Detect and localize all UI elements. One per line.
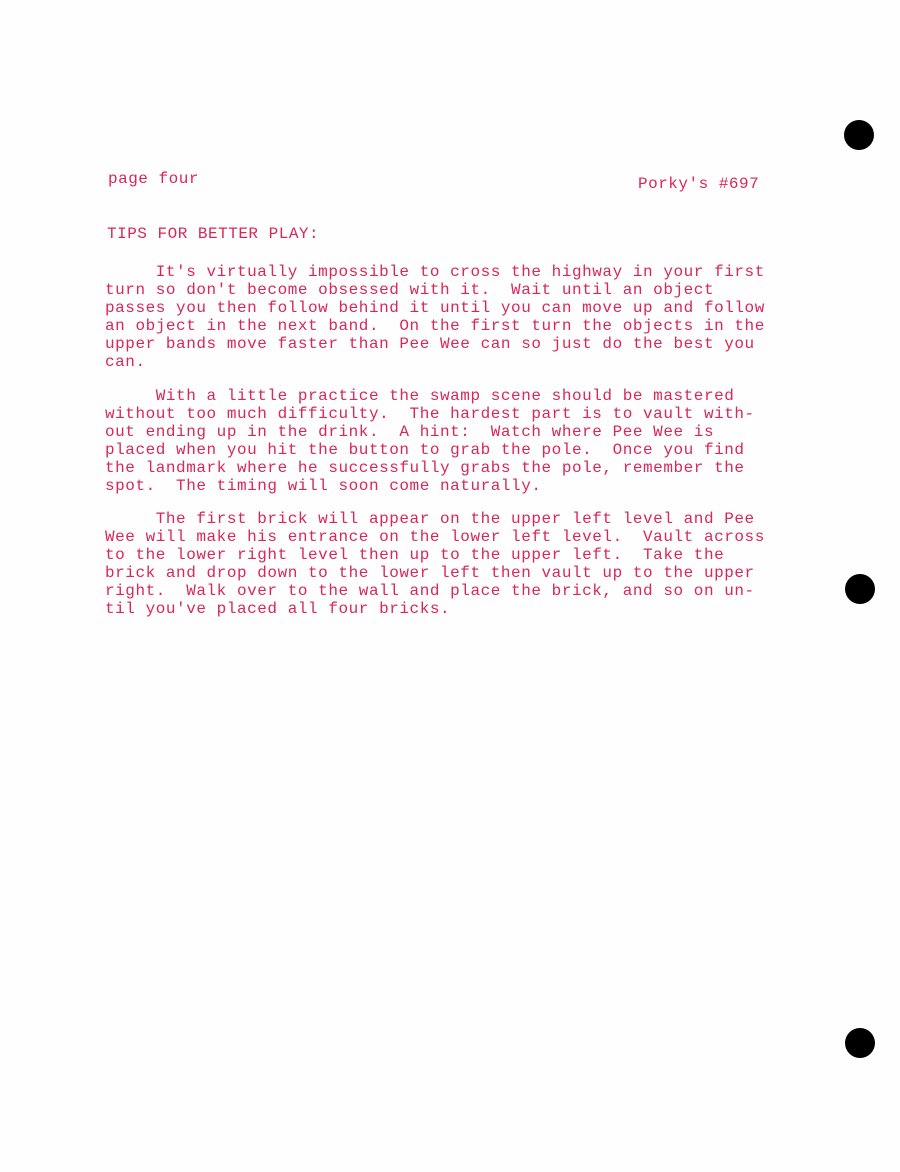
text-line: The first brick will appear on the upper left level and Pee	[105, 510, 755, 528]
text-line: With a little practice the swamp scene should be mastered	[105, 387, 735, 405]
text-line: can.	[105, 353, 146, 371]
document-reference: Porky's #697	[638, 175, 760, 193]
text-line: brick and drop down to the lower left then vault up to the upper	[105, 564, 755, 582]
paragraph-highway	[105, 263, 805, 371]
text-line: the landmark where he successfully grabs the pole, remember the	[105, 459, 745, 477]
binder-hole-middle	[845, 574, 875, 604]
text-line: passes you then follow behind it until you can move up and follow	[105, 299, 765, 317]
binder-hole-top	[844, 120, 874, 150]
text-line: without too much difficulty. The hardest part is to vault with-	[105, 405, 755, 423]
text-line: an object in the next band. On the first turn the objects in the	[105, 317, 765, 335]
text-line: upper bands move faster than Pee Wee can so just do the best you	[105, 335, 755, 353]
text-line: It's virtually impossible to cross the highway in your first	[105, 263, 765, 281]
text-line: to the lower right level then up to the upper left. Take the	[105, 546, 725, 564]
text-line: turn so don't become obsessed with it. Wait until an object	[105, 281, 715, 299]
text-line: placed when you hit the button to grab the pole. Once you find	[105, 441, 745, 459]
paragraph-bricks	[105, 510, 805, 618]
binder-hole-bottom	[845, 1028, 875, 1058]
page-label: page four	[108, 170, 199, 188]
text-line: right. Walk over to the wall and place the brick, and so on un-	[105, 582, 755, 600]
text-line: Wee will make his entrance on the lower left level. Vault across	[105, 528, 765, 546]
text-line: spot. The timing will soon come naturally.	[105, 477, 542, 495]
paragraph-swamp	[105, 387, 805, 495]
text-line: out ending up in the drink. A hint: Watch where Pee Wee is	[105, 423, 715, 441]
section-title: TIPS FOR BETTER PLAY:	[107, 225, 320, 243]
text-line: til you've placed all four bricks.	[105, 600, 451, 618]
